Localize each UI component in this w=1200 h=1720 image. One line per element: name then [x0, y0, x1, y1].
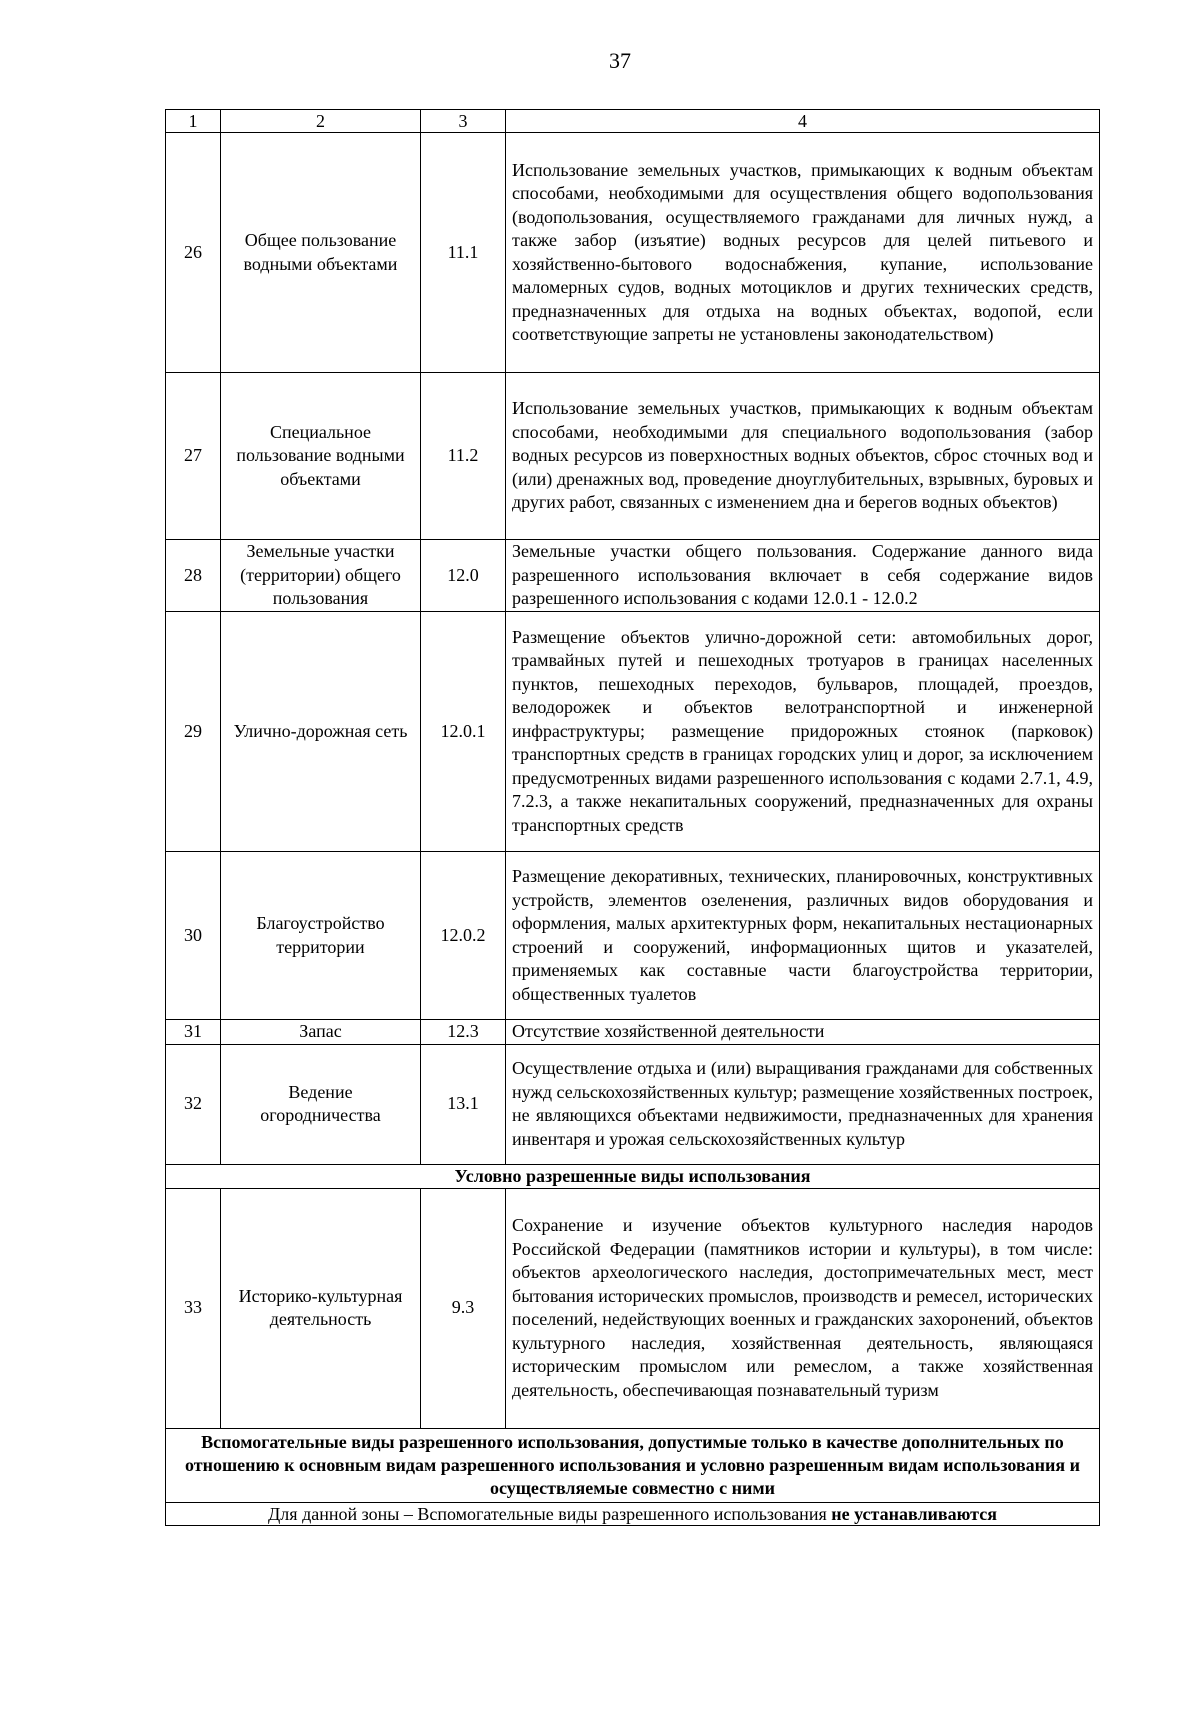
- row-number: 27: [166, 373, 221, 540]
- section-header-row: [166, 1428, 1100, 1502]
- use-type-name: Ведение огородничества: [221, 1044, 421, 1164]
- table-row: [166, 540, 1100, 612]
- use-type-description: Осуществление отдыха и (или) выращивания гражданами для собственных нужд сельскохозяйственных культур; размещение хозяйственных построек, не являющихся объектами недвижимости, предназначенных для хранения инвентаря и урожая сельскохозяйственных культур: [506, 1044, 1100, 1164]
- use-type-name: Историко-культурная деятельность: [221, 1188, 421, 1428]
- header-cell: 3: [421, 110, 506, 133]
- use-type-code: 9.3: [421, 1188, 506, 1428]
- conditional-section-title: Условно разрешенные виды использования: [166, 1164, 1100, 1188]
- table-row: [166, 852, 1100, 1020]
- table-row: [166, 133, 1100, 373]
- footer-row: [166, 1502, 1100, 1525]
- use-type-name: Общее пользование водными объектами: [221, 133, 421, 373]
- use-type-code: 13.1: [421, 1044, 506, 1164]
- use-type-description: Отсутствие хозяйственной деятельности: [506, 1020, 1100, 1045]
- use-type-code: 11.1: [421, 133, 506, 373]
- row-number: 26: [166, 133, 221, 373]
- use-type-name: Специальное пользование водными объектами: [221, 373, 421, 540]
- footer-note-bold: не устанавливаются: [831, 1503, 997, 1524]
- use-type-description: Размещение декоративных, технических, планировочных, конструктивных устройств, элементов озеленения, различных видов оборудования и оформления, малых архитектурных форм, некапитальных нестационарных строений и сооружений, информационных щитов и указателей, применяемых как составные части благоустройства территории, общественных туалетов: [506, 852, 1100, 1020]
- header-cell: 1: [166, 110, 221, 133]
- table-row: [166, 1188, 1100, 1428]
- footer-note-prefix: Для данной зоны – Вспомогательные виды разрешенного использования: [268, 1503, 832, 1524]
- use-type-description: Использование земельных участков, примыкающих к водным объектам способами, необходимыми для осуществления общего водопользования (водопользования, осуществляемого гражданами для личных нужд, а также забор (изъятие) водных ресурсов для целей питьевого и хозяйственно-бытового водоснабжения, купание, использование маломерных судов, водных мотоциклов и других технических средств, предназначенных для отдыха на водных объектах, водопой, если соответствующие запреты не установлены законодательством): [506, 133, 1100, 373]
- row-number: 29: [166, 612, 221, 852]
- column-number-row: [166, 110, 1100, 133]
- section-header-row: [166, 1164, 1100, 1188]
- land-use-table: [165, 109, 1100, 1526]
- header-cell: 2: [221, 110, 421, 133]
- table-row: [166, 1044, 1100, 1164]
- use-type-code: 12.0.1: [421, 612, 506, 852]
- row-number: 31: [166, 1020, 221, 1045]
- footer-note: [166, 1502, 1100, 1525]
- use-type-description: Размещение объектов улично-дорожной сети: автомобильных дорог, трамвайных путей и пешеходных тротуаров в границах населенных пунктов, пешеходных переходов, бульваров, площадей, проездов, велодорожек и объектов велотранспортной и инженерной инфраструктуры; размещение придорожных стоянок (парковок) транспортных средств в границах городских улиц и дорог, за исключением предусмотренных видами разрешенного использования с кодами 2.7.1, 4.9, 7.2.3, а также некапитальных сооружений, предназначенных для охраны транспортных средств: [506, 612, 1100, 852]
- table-row: [166, 373, 1100, 540]
- row-number: 32: [166, 1044, 221, 1164]
- use-type-code: 11.2: [421, 373, 506, 540]
- table-row: [166, 1020, 1100, 1045]
- use-type-description: Использование земельных участков, примыкающих к водным объектам способами, необходимыми для специального водопользования (забор водных ресурсов из поверхностных водных объектов, сброс сточных вод и (или) дренажных вод, проведение дноуглубительных, взрывных, буровых и других работ, связанных с изменением дна и берегов водных объектов): [506, 373, 1100, 540]
- table-row: [166, 612, 1100, 852]
- use-type-name: Запас: [221, 1020, 421, 1045]
- row-number: 33: [166, 1188, 221, 1428]
- use-type-code: 12.0: [421, 540, 506, 612]
- use-type-name: Земельные участки (территории) общего пользования: [221, 540, 421, 612]
- use-type-name: Благоустройство территории: [221, 852, 421, 1020]
- auxiliary-section-title: Вспомогательные виды разрешенного использования, допустимые только в качестве дополнительных по отношению к основным видам разрешенного использования и условно разрешенным видам использования и осуществляемые совместно с ними: [166, 1428, 1100, 1502]
- use-type-code: 12.3: [421, 1020, 506, 1045]
- row-number: 28: [166, 540, 221, 612]
- use-type-description: Сохранение и изучение объектов культурного наследия народов Российской Федерации (памятников истории и культуры), в том числе: объектов археологического наследия, достопримечательных мест, мест бытования исторических промыслов, производств и ремесел, исторических поселений, недействующих военных и гражданских захоронений, объектов культурного наследия, хозяйственная деятельность, являющаяся историческим промыслом или ремеслом, а также хозяйственная деятельность, обеспечивающая познавательный туризм: [506, 1188, 1100, 1428]
- use-type-code: 12.0.2: [421, 852, 506, 1020]
- use-type-name: Улично-дорожная сеть: [221, 612, 421, 852]
- use-type-description: Земельные участки общего пользования. Содержание данного вида разрешенного использования включает в себя содержание видов разрешенного использования с кодами 12.0.1 - 12.0.2: [506, 540, 1100, 612]
- page-number: 37: [609, 48, 631, 73]
- header-cell: 4: [506, 110, 1100, 133]
- row-number: 30: [166, 852, 221, 1020]
